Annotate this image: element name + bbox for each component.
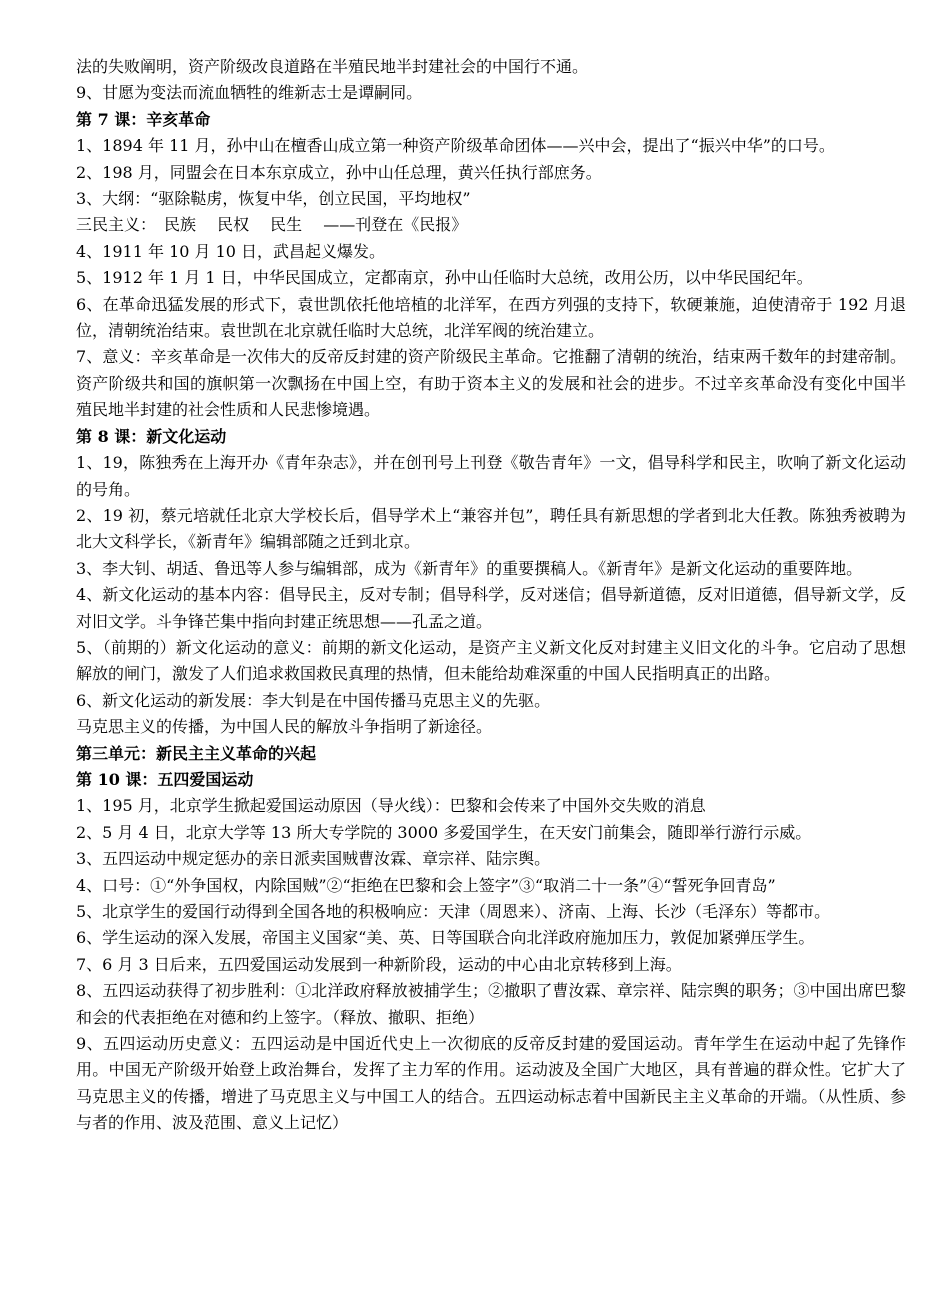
paragraph: 6、新文化运动的新发展：李大钊是在中国传播马克思主义的先驱。	[76, 690, 551, 710]
lesson-heading: 第 8 课：新文化运动	[76, 426, 227, 446]
paragraph: 7、6 月 3 日后来，五四爱国运动发展到一种新阶段，运动的中心由北京转移到上海。	[76, 954, 682, 974]
paragraph: 1、1894 年 11 月，孙中山在檀香山成立第一种资产阶级革命团体——兴中会，提出了“振兴中华”的口号。	[76, 136, 835, 156]
paragraph: 7、意义：辛亥革命是一次伟大的反帝反封建的资产阶级民主革命。它推翻了清朝的统治，结束两千数年的封建帝制。资产阶级共和国的旗帜第一次飘扬在中国上空，有助于资本主义的发展和社会的进步。不过辛亥革命没有变化中国半殖民地半封建的社会性质和人民悲惨境遇。	[76, 347, 906, 420]
paragraph: 2、5 月 4 日，北京大学等 13 所大专学院的 3000 多爱国学生，在天安门前集会，随即举行游行示威。	[76, 822, 812, 842]
document-page	[76, 54, 906, 1137]
lesson-heading: 第 10 课：五四爱国运动	[76, 769, 254, 789]
paragraph: 5、（前期的）新文化运动的意义：前期的新文化运动，是资产主义新文化反对封建主义旧文化的斗争。它启动了思想解放的闸门，激发了人们追求救国救民真理的热情，但未能给劫难深重的中国人民指明真正的出路。	[76, 637, 906, 684]
paragraph: 8、五四运动获得了初步胜利：①北洋政府释放被捕学生；②撤职了曹汝霖、章宗祥、陆宗舆的职务；③中国出席巴黎和会的代表拒绝在对德和约上签字。（释放、撤职、拒绝）	[76, 981, 906, 1027]
paragraph: 1、19，陈独秀在上海开办《青年杂志》，并在创刊号上刊登《敬告青年》一文，倡导科学和民主，吹响了新文化运动的号角。	[76, 453, 906, 499]
paragraph: 6、学生运动的深入发展，帝国主义国家“美、英、日等国联合向北洋政府施加压力，敦促加紧弹压学生。	[76, 928, 815, 948]
paragraph: 4、1911 年 10 月 10 日，武昌起义爆发。	[76, 241, 386, 261]
paragraph: 3、大纲：“驱除鞑虏，恢复中华，创立民国，平均地权”	[76, 189, 471, 209]
paragraph: 9、甘愿为变法而流血牺牲的维新志士是谭嗣同。	[76, 83, 423, 103]
paragraph: 2、19 初，蔡元培就任北京大学校长后，倡导学术上“兼容并包”，聘任具有新思想的学者到北大任教。陈独秀被聘为北大文科学长，《新青年》编辑部随之迁到北京。	[76, 505, 906, 552]
unit-heading: 第三单元：新民主主义革命的兴起	[76, 743, 317, 763]
paragraph: 5、1912 年 1 月 1 日，中华民国成立，定都南京，孙中山任临时大总统，改用公历，以中华民国纪年。	[76, 268, 813, 288]
paragraph: 9、五四运动历史意义：五四运动是中国近代史上一次彻底的反帝反封建的爱国运动。青年学生在运动中起了先锋作用。中国无产阶级开始登上政治舞台，发挥了主力军的作用。运动波及全国广大地区，具有普遍的群众性。它扩大了马克思主义的传播，增进了马克思主义与中国工人的结合。五四运动标志着中国新民主主义革命的开端。（从性质、参与者的作用、波及范围、意义上记忆）	[76, 1034, 906, 1133]
paragraph: 法的失败阐明，资产阶级改良道路在半殖民地半封建社会的中国行不通。	[76, 57, 589, 76]
paragraph: 3、五四运动中规定惩办的亲日派卖国贼曹汝霖、章宗祥、陆宗舆。	[76, 849, 551, 869]
paragraph: 1、195 月，北京学生掀起爱国运动原因（导火线）：巴黎和会传来了中国外交失败的消息	[76, 796, 706, 816]
lesson-heading: 第 7 课：辛亥革命	[76, 109, 211, 129]
paragraph: 6、在革命迅猛发展的形式下，袁世凯依托他培植的北洋军，在西方列强的支持下，软硬兼施，迫使清帝于 192 月退位，清朝统治结束。袁世凯在北京就任临时大总统，北洋军阀的统治建立。	[76, 294, 906, 341]
paragraph: 2、198 月，同盟会在日本东京成立，孙中山任总理，黄兴任执行部庶务。	[76, 162, 602, 182]
paragraph: 3、李大钊、胡适、鲁迅等人参与编辑部，成为《新青年》的重要撰稿人。《新青年》是新文化运动的重要阵地。	[76, 558, 863, 578]
paragraph: 4、口号：①“外争国权，内除国贼”②“拒绝在巴黎和会上签字”③“取消二十一条”④“誓死争回青岛”	[76, 875, 776, 895]
paragraph: 马克思主义的传播，为中国人民的解放斗争指明了新途径。	[76, 717, 493, 737]
paragraph: 5、北京学生的爱国行动得到全国各地的积极响应：天津（周恩来）、济南、上海、长沙（毛泽东）等都市。	[76, 902, 831, 921]
paragraph: 4、新文化运动的基本内容：倡导民主，反对专制；倡导科学，反对迷信；倡导新道德，反对旧道德，倡导新文学，反对旧文学。斗争锋芒集中指向封建正统思想——孔孟之道。	[76, 585, 906, 631]
paragraph: 三民主义： 民族 民权 民生 ——刊登在《民报》	[76, 215, 468, 235]
